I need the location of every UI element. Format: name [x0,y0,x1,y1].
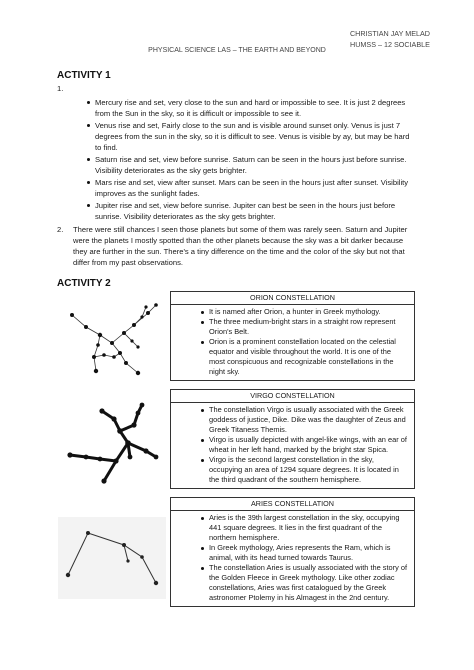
orion-bullet: The three medium-bright stars in a straight row represent Orion's Belt. [209,317,408,337]
activity1-item1 [57,83,417,94]
aries-constellation-image [58,517,166,599]
virgo-bullet: Virgo is the second largest constellation in the sky, occupying an area of 1294 square degrees. It is located in the third quadrant of the southern hemisphere. [209,455,408,485]
planet-bullet: Mars rise and set, view after sunset. Mars can be seen in the hours just after sunset. Visibility improves as the sunlight fades. [95,177,417,199]
planet-bullet: Mercury rise and set, very close to the sun and hard or impossible to see. It is just 2 degrees from the Sun in the sky, so it is difficult or impossible to see it. [95,97,417,119]
activity1-heading: ACTIVITY 1 [57,70,111,81]
activity1-body [57,83,417,268]
virgo-heading: VIRGO CONSTELLATION [171,390,414,403]
orion-bullet: It is named after Orion, a hunter in Greek mythology. [209,307,408,317]
planet-bullet: Venus rise and set, Fairly close to the sun and is visible around sunset only. Venus is just 7 degrees from the sun in the sky, so it is difficult to see. Venus is visible by ay, but may be hard to find. [95,120,417,153]
activity1-item2 [57,224,417,268]
orion-heading: ORION CONSTELLATION [171,292,414,305]
virgo-figure [58,395,166,487]
orion-table [170,291,415,381]
planet-bullet-list [57,97,417,222]
planet-bullet: Jupiter rise and set, view before sunrise. Jupiter can best be seen in the hours just before sunrise. Visibility deteriorates as the sky gets brighter. [95,200,417,222]
planet-bullet: Saturn rise and set, view before sunrise. Saturn can be seen in the hours just before sunrise. Visibility deteriorates as the sky gets brighter. [95,154,417,176]
aries-bullet: Aries is the 39th largest constellation in the sky, occupying 441 square degrees. It lies in the first quadrant of the northern hemisphere. [209,513,408,543]
virgo-bullet-list [171,405,414,485]
virgo-bullet: The constellation Virgo is usually associated with the Greek goddess of justice, Dike. Dike was the daughter of Zeus and Greek Titaness Themis. [209,405,408,435]
virgo-bullet: Virgo is usually depicted with angel-like wings, with an ear of wheat in her left hand, marked by the bright star Spica. [209,435,407,454]
aries-bullet: In Greek mythology, Aries represents the Ram, which is animal, with its head turned towards Taurus. [209,543,408,563]
aries-table [170,497,415,607]
item2-number: 2. [57,225,64,234]
virgo-constellation-image [58,395,166,487]
activity2-heading: ACTIVITY 2 [57,278,111,289]
item2-text: There were still chances I seen those planets but some of them was rarely seen. Saturn and Jupiter were the planets I mostly spotted than the other planets because the sky was a bit darker because they are further in the sun. There's a tiny difference on the time and the color of the sky but not that differ from my past observations. [73,225,408,267]
aries-bullet: The constellation Aries is usually associated with the story of the Golden Fleece in Greek mythology. Like other zodiac constellations, Aries was first catalogued by the Greek astronomer Ptolemy in his Almagest in the 2nd century. [209,563,408,602]
orion-bullet-list [171,307,414,377]
virgo-table [170,389,415,489]
document-title: PHYSICAL SCIENCE LAS – THE EARTH AND BEYOND [148,47,326,54]
aries-figure [58,517,166,599]
aries-heading: ARIES CONSTELLATION [171,498,414,511]
author-name: CHRISTIAN JAY MELAD [349,29,430,38]
orion-bullet: Orion is a prominent constellation located on the celestial equator and visible throughout the world. It is one of the most conspicuous and recognizable constellations in the night sky. [209,337,408,377]
item1-number: 1. [57,84,64,93]
orion-figure [58,295,166,381]
aries-bullet-list [171,513,414,603]
orion-constellation-image [58,295,166,381]
author-section: HUMSS – 12 SOCIABLE [350,40,430,49]
